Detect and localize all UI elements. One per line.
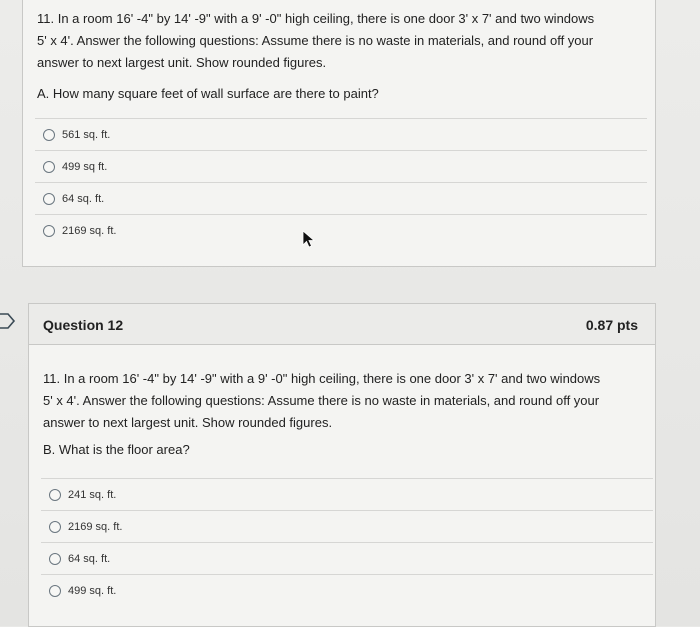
radio-button[interactable] [43,193,55,205]
question-12-text-line1: 11. In a room 16' -4" by 14' -9" with a 9' -0" high ceiling, there is one door 3' x 7' and two windows [43,371,601,386]
answer-label: 241 sq. ft. [68,488,117,501]
answer-option[interactable] [41,478,653,510]
answer-option[interactable] [41,542,653,574]
question-12-header [29,304,655,345]
answer-label: 64 sq. ft. [68,552,111,565]
question-11-subquestion: A. How many square feet of wall surface are there to paint? [37,86,379,101]
question-12-panel [28,303,656,627]
question-11-text-line3: answer to next largest unit. Show rounded figures. [37,55,327,70]
question-12-subquestion: B. What is the floor area? [43,442,190,457]
question-11-answers [35,118,647,246]
question-11-text-line1: 11. In a room 16' -4" by 14' -9" with a 9' -0" high ceiling, there is one door 3' x 7' and two windows [37,11,595,26]
answer-option[interactable] [35,214,647,246]
mouse-pointer-icon [302,230,318,248]
question-12-text-line3: answer to next largest unit. Show rounded figures. [43,415,333,430]
answer-label: 499 sq ft. [62,160,108,173]
radio-button[interactable] [49,489,61,501]
answer-label: 499 sq. ft. [68,584,117,597]
question-12-answers [41,478,653,606]
answer-label: 64 sq. ft. [62,192,105,205]
radio-button[interactable] [43,161,55,173]
radio-button[interactable] [49,585,61,597]
radio-button[interactable] [49,521,61,533]
question-11-text-line2: 5' x 4'. Answer the following questions: Assume there is no waste in materials, and round off your [37,33,594,48]
answer-label: 561 sq. ft. [62,128,111,141]
answer-option[interactable] [35,118,647,150]
answer-option[interactable] [35,150,647,182]
answer-option[interactable] [35,182,647,214]
answer-option[interactable] [41,574,653,606]
question-12-title: Question 12 [43,317,124,333]
radio-button[interactable] [49,553,61,565]
question-11-panel [22,0,656,267]
radio-button[interactable] [43,225,55,237]
question-11-text [37,8,637,74]
answer-option[interactable] [41,510,653,542]
flag-icon[interactable] [0,313,16,329]
answer-label: 2169 sq. ft. [62,224,117,237]
radio-button[interactable] [43,129,55,141]
question-12-text [43,368,643,434]
question-12-text-line2: 5' x 4'. Answer the following questions: Assume there is no waste in materials, and round off your [43,393,600,408]
question-12-points: 0.87 pts [585,317,638,333]
answer-label: 2169 sq. ft. [68,520,123,533]
